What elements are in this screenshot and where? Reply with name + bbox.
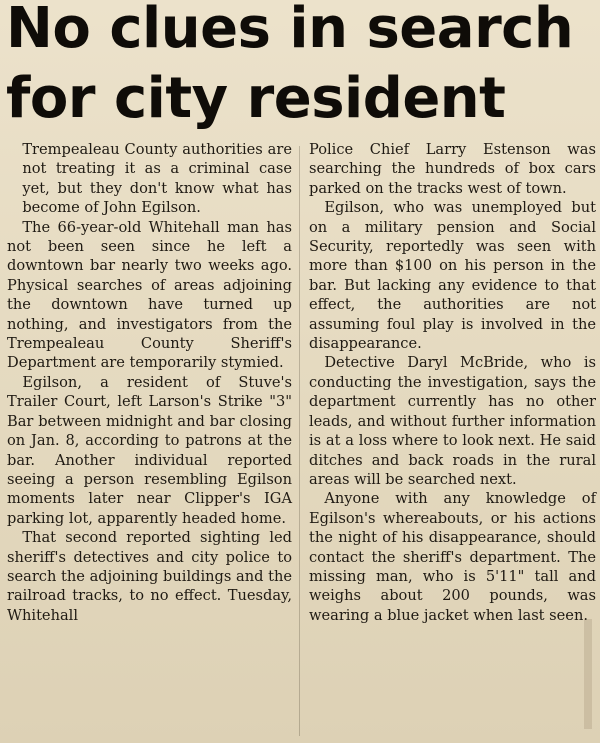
paragraph: That second reported sighting led sheriff's detectives and city police to search the adjoining buildings and the railroad tracks, to no effect. Tuesday, Whitehall [7, 529, 292, 624]
paragraph: Anyone with any knowledge of Egilson's whereabouts, or his actions the night of his disappearance, should contact the sheriff's department. The missing man, who is 5'11" tall and weighs about 200 pounds, was wearing a blue jacket when last seen. [309, 490, 596, 624]
right-column [309, 140, 596, 625]
left-column [7, 140, 292, 625]
paragraph: Police Chief Larry Estenson was searching the hundreds of box cars parked on the tracks west of town. [309, 141, 596, 197]
paper-edge-stain [584, 619, 592, 729]
column-divider [299, 146, 300, 736]
paragraph: Trempealeau County authorities are not treating it as a criminal case yet, but they don't know what has become of John Egilson. [22, 141, 292, 217]
paragraph: Egilson, who was unemployed but on a military pension and Social Security, reportedly was seen with more than $100 on his person in the bar. But lacking any evidence to that effect, the authorities are not assuming foul play is involved in the disappearance. [309, 199, 596, 353]
headline [6, 0, 598, 134]
paragraph: The 66-year-old Whitehall man has not been seen since he left a downtown bar nearly two weeks ago. Physical searches of areas adjoining the downtown have turned up nothing, and investigators from the Trempealeau County Sheriff's Department are temporarily stymied. [7, 218, 292, 372]
headline-line-2: for city resident [6, 66, 506, 131]
paragraph: Detective Daryl McBride, who is conducting the investigation, says the department currently has no other leads, and without further information is at a loss where to look next. He said ditches and back roads in the rural areas will be searched next. [309, 354, 596, 488]
headline-line-1: No clues in search [6, 0, 574, 61]
paragraph: Egilson, a resident of Stuve's Trailer Court, left Larson's Strike "3" Bar between midnight and bar closing on Jan. 8, according to patrons at the bar. Another individual reported seeing a person resembling Egilson moments later near Clipper's IGA parking lot, apparently headed home. [7, 373, 292, 527]
